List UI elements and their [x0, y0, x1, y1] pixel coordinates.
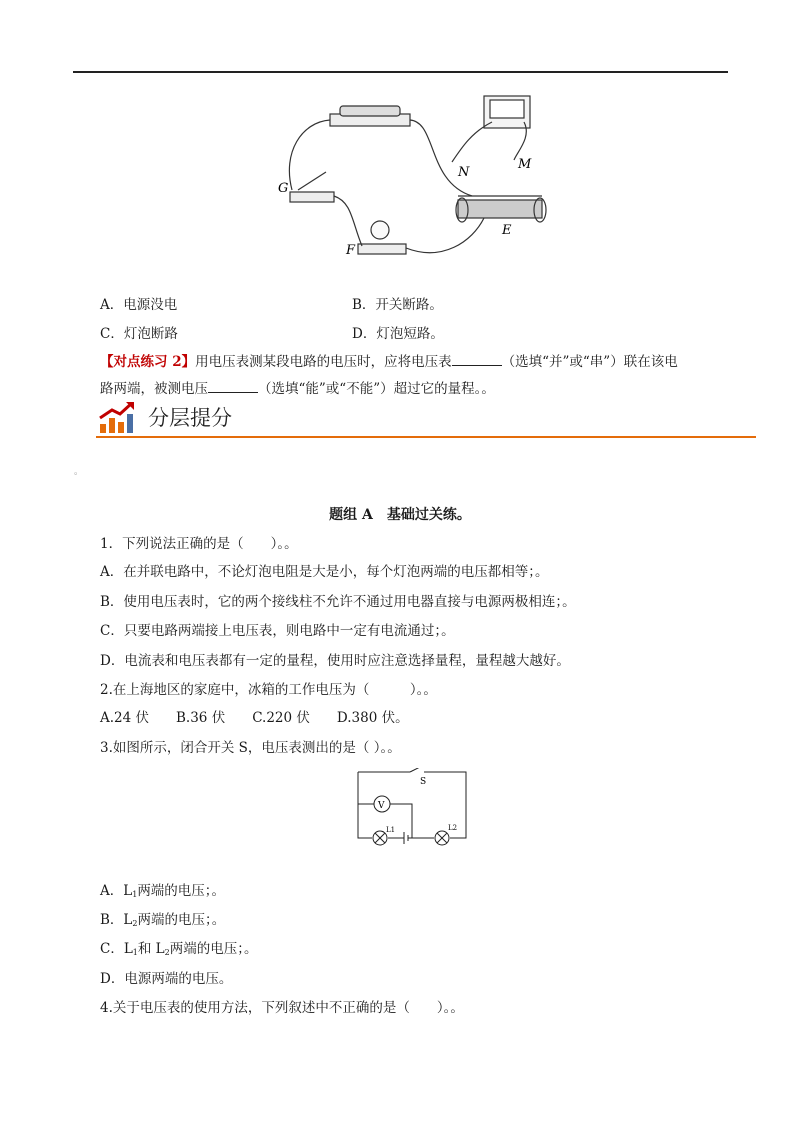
label-e: E: [502, 223, 512, 238]
group-title: 题组 A 基础过关练。: [329, 507, 471, 523]
circuit-apparatus-figure: [262, 92, 562, 274]
fig-label-s: S: [420, 777, 427, 787]
answer-blank-1[interactable]: [452, 353, 502, 366]
option-a-prev: A．电源没电: [100, 297, 178, 313]
practice-text-2b: （选填“能”或“不能”）超过它的量程。。: [258, 381, 495, 397]
q1-option-b: B．使用电压表时，它的两个接线柱不允许不通过用电器直接与电源两极相连；。: [100, 594, 576, 610]
q2-options: A.24 伏 B.36 伏 C.220 伏 D.380 伏。: [100, 710, 409, 726]
practice-line-2: [100, 380, 495, 398]
chart-growth-icon: [98, 400, 138, 434]
q3-option-b: B．$L_2$两端的电压；。: [100, 912, 226, 928]
q3-option-a: A．$L_1$两端的电压；。: [100, 883, 226, 899]
practice-line-1: [100, 353, 678, 371]
section-mark: 。: [74, 467, 84, 477]
header-rule: [73, 71, 728, 73]
label-n: N: [458, 165, 470, 180]
fig-label-v: V: [378, 801, 385, 811]
option-c-prev: C．灯泡断路: [100, 326, 178, 342]
label-f: F: [346, 243, 356, 258]
q1-option-c: C．只要电路两端接上电压表，则电路中一定有电流通过；。: [100, 623, 455, 639]
section-title: 分层提分: [148, 406, 232, 430]
practice-text-1b: （选填“并”或“串”）联在该电: [501, 354, 678, 370]
q3-option-c: C．$L_1$和 $L_2$两端的电压；。: [100, 941, 258, 957]
q3-circuit-diagram: [352, 768, 470, 850]
fig-label-l2: L2: [448, 824, 458, 832]
fig-label-l1: L1: [386, 826, 396, 834]
practice-tag: 【对点练习 2】: [100, 354, 196, 370]
practice-text-2a: 路两端，被测电压: [100, 381, 208, 397]
q2-stem: 2.在上海地区的家庭中，冰箱的工作电压为（ ）。。: [100, 682, 437, 698]
label-m: M: [518, 157, 532, 172]
q3-option-d: D．电源两端的电压。: [100, 971, 233, 987]
answer-blank-2[interactable]: [208, 380, 258, 393]
q1-option-d: D．电流表和电压表都有一定的量程，使用时应注意选择量程，量程越大越好。: [100, 653, 570, 669]
practice-text-1a: 用电压表测某段电路的电压时，应将电压表: [195, 354, 452, 370]
label-g: G: [278, 181, 289, 196]
option-b-prev: B．开关断路。: [352, 297, 443, 313]
q1-option-a: A．在并联电路中，不论灯泡电阻是大是小，每个灯泡两端的电压都相等；。: [100, 564, 549, 580]
section-rule: [96, 436, 756, 438]
q3-stem: 3.如图所示，闭合开关 S，电压表测出的是（ ）。。: [100, 740, 401, 756]
q4-stem: 4.关于电压表的使用方法，下列叙述中不正确的是（ ）。。: [100, 1000, 464, 1016]
option-d-prev: D．灯泡短路。: [352, 326, 444, 342]
q1-stem: 1．下列说法正确的是（ ）。。: [100, 536, 298, 552]
